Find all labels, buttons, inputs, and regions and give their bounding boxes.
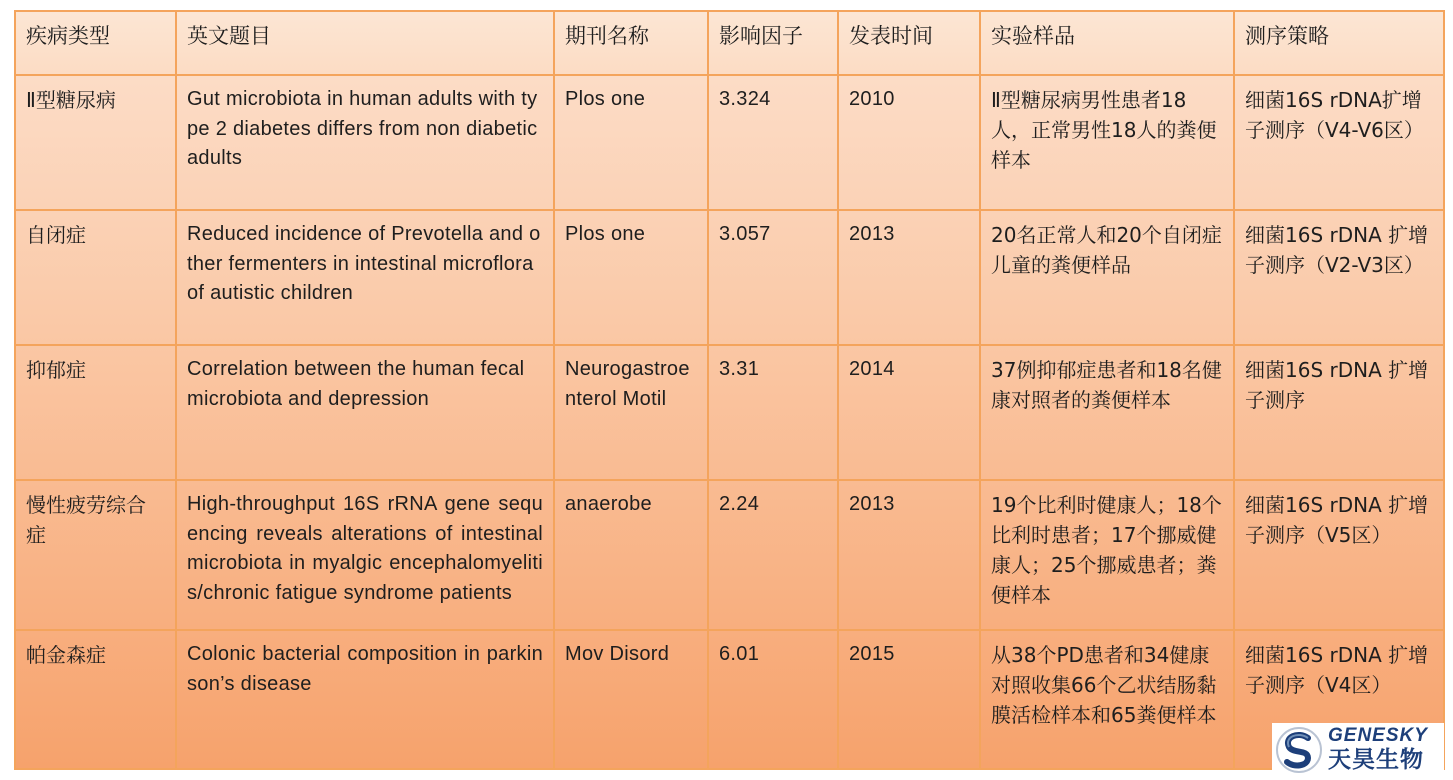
row2-impact-factor: 3.057 bbox=[709, 211, 839, 346]
row2-journal: Plos one bbox=[555, 211, 709, 346]
row5-journal: Mov Disord bbox=[555, 631, 709, 770]
header-publish-year: 发表时间 bbox=[839, 10, 981, 76]
row1-disease: Ⅱ型糖尿病 bbox=[14, 76, 177, 211]
row2-disease: 自闭症 bbox=[14, 211, 177, 346]
header-journal: 期刊名称 bbox=[555, 10, 709, 76]
genesky-s-logo-icon bbox=[1274, 725, 1324, 775]
header-disease-type: 疾病类型 bbox=[14, 10, 177, 76]
row4-impact-factor: 2.24 bbox=[709, 481, 839, 631]
row3-disease: 抑郁症 bbox=[14, 346, 177, 481]
row2-year: 2013 bbox=[839, 211, 981, 346]
row4-title: High-throughput 16S rRNA gene sequencing reveals alterations of intestinal microbiota in myalgic encephalomyelitis/chronic fatigue syndrome patients bbox=[177, 481, 555, 631]
row3-journal: Neurogastroenterol Motil bbox=[555, 346, 709, 481]
header-samples: 实验样品 bbox=[981, 10, 1235, 76]
genesky-logo bbox=[1272, 723, 1444, 777]
row5-strategy: 细菌16S rDNA 扩增子测序（V4区） bbox=[1235, 631, 1445, 770]
row1-strategy: 细菌16S rDNA扩增子测序（V4-V6区） bbox=[1235, 76, 1445, 211]
logo-english: GENESKY bbox=[1328, 725, 1428, 746]
logo-chinese: 天昊生物 bbox=[1328, 747, 1424, 773]
row3-impact-factor: 3.31 bbox=[709, 346, 839, 481]
row5-impact-factor: 6.01 bbox=[709, 631, 839, 770]
row4-samples: 19个比利时健康人；18个比利时患者；17个挪威健康人；25个挪威患者；粪便样本 bbox=[981, 481, 1235, 631]
row3-strategy: 细菌16S rDNA 扩增子测序 bbox=[1235, 346, 1445, 481]
literature-table bbox=[14, 10, 1445, 770]
row5-samples: 从38个PD患者和34健康对照收集66个乙状结肠黏膜活检样本和65粪便样本 bbox=[981, 631, 1235, 770]
row1-title: Gut microbiota in human adults with type 2 diabetes differs from non diabetic adults bbox=[177, 76, 555, 211]
row3-samples: 37例抑郁症患者和18名健康对照者的粪便样本 bbox=[981, 346, 1235, 481]
row5-disease: 帕金森症 bbox=[14, 631, 177, 770]
header-sequencing-strategy: 测序策略 bbox=[1235, 10, 1445, 76]
row5-title: Colonic bacterial composition in parkinson’s disease bbox=[177, 631, 555, 770]
row2-strategy: 细菌16S rDNA 扩增子测序（V2-V3区） bbox=[1235, 211, 1445, 346]
row5-year: 2015 bbox=[839, 631, 981, 770]
row1-impact-factor: 3.324 bbox=[709, 76, 839, 211]
row2-samples: 20名正常人和20个自闭症儿童的粪便样品 bbox=[981, 211, 1235, 346]
header-impact-factor: 影响因子 bbox=[709, 10, 839, 76]
header-english-title: 英文题目 bbox=[177, 10, 555, 76]
row1-year: 2010 bbox=[839, 76, 981, 211]
row1-samples: Ⅱ型糖尿病男性患者18人，正常男性18人的粪便样本 bbox=[981, 76, 1235, 211]
row3-title: Correlation between the human fecal microbiota and depression bbox=[177, 346, 555, 481]
row4-year: 2013 bbox=[839, 481, 981, 631]
row1-journal: Plos one bbox=[555, 76, 709, 211]
row2-title: Reduced incidence of Prevotella and other fermenters in intestinal microflora of autistic children bbox=[177, 211, 555, 346]
row4-disease: 慢性疲劳综合症 bbox=[14, 481, 177, 631]
row4-strategy: 细菌16S rDNA 扩增子测序（V5区） bbox=[1235, 481, 1445, 631]
row4-journal: anaerobe bbox=[555, 481, 709, 631]
row3-year: 2014 bbox=[839, 346, 981, 481]
